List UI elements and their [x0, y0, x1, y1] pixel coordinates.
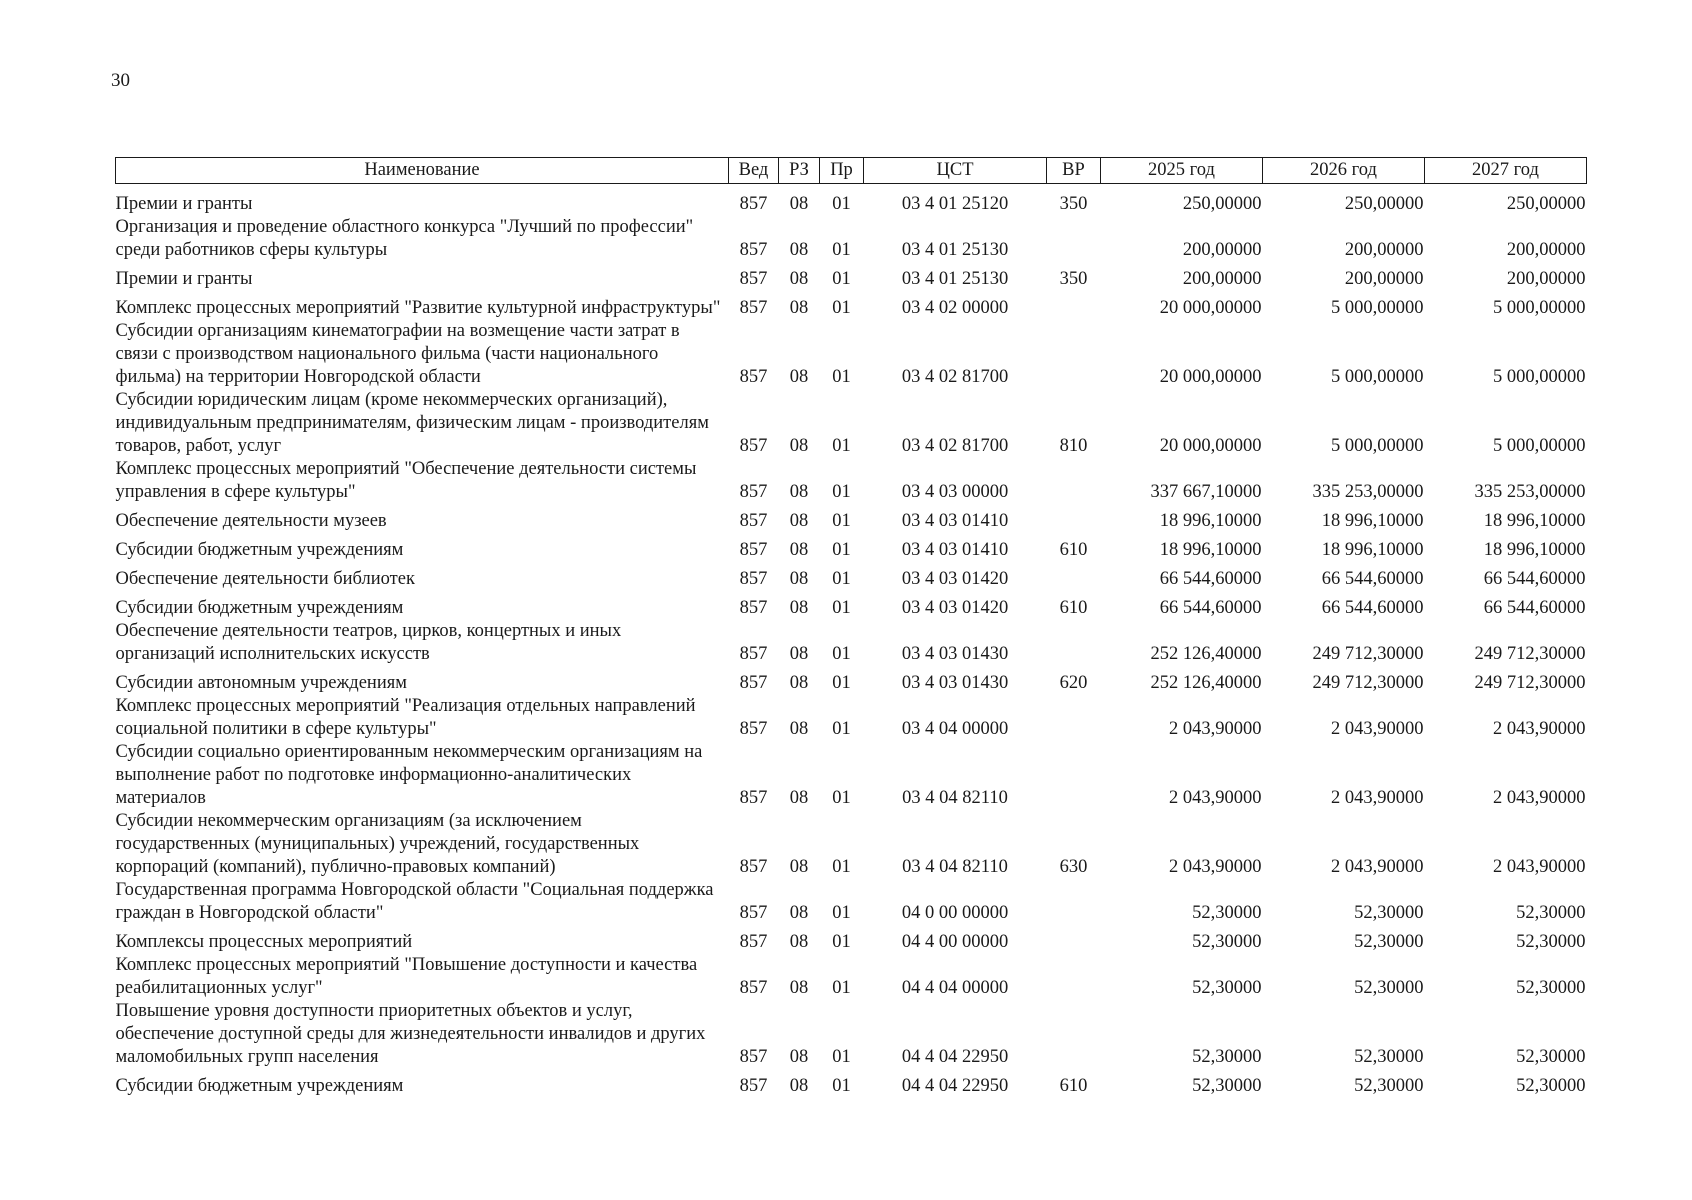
cell-rz: 08 — [789, 1047, 809, 1067]
cell-name: Субсидии организациям кинематографии на возмещение части затрат в связи с производством национального фильма (части национального фильма) на территории Новгородской области — [115, 321, 680, 387]
cell-rz: 08 — [789, 788, 809, 808]
cell-2025: 66 544,60000 — [1159, 598, 1262, 618]
cell-rz: 08 — [789, 367, 809, 387]
table-body — [116, 184, 1587, 1099]
cell-cst: 03 4 04 00000 — [901, 719, 1009, 739]
cell-2027: 52,30000 — [1516, 932, 1586, 952]
cell-2025: 2 043,90000 — [1169, 857, 1262, 877]
cell-cst: 03 4 01 25130 — [901, 240, 1009, 260]
cell-pr: 01 — [832, 932, 851, 952]
cell-ved: 857 — [739, 367, 768, 387]
table-row — [116, 504, 1587, 533]
cell-name: Комплекс процессных мероприятий "Повышение доступности и качества реабилитационных услуг" — [115, 955, 698, 998]
cell-pr: 01 — [832, 903, 851, 923]
cell-rz: 08 — [789, 857, 809, 877]
cell-vr — [1047, 504, 1101, 533]
cell-2025: 200,00000 — [1182, 240, 1262, 260]
cell-pr: 01 — [832, 482, 851, 502]
cell-rz: 08 — [789, 540, 809, 560]
cell-name: Обеспечение деятельности музеев — [115, 511, 387, 531]
cell-vr — [1047, 954, 1101, 1000]
cell-rz: 08 — [789, 269, 809, 289]
cell-ved: 857 — [739, 1076, 768, 1096]
cell-name: Субсидии автономным учреждениям — [115, 673, 407, 693]
cell-ved: 857 — [739, 903, 768, 923]
cell-cst: 03 4 02 00000 — [901, 298, 1009, 318]
cell-pr: 01 — [832, 1076, 851, 1096]
cell-2027: 52,30000 — [1516, 1047, 1586, 1067]
cell-rz: 08 — [789, 511, 809, 531]
cell-cst: 03 4 03 01420 — [901, 598, 1009, 618]
cell-vr — [1047, 216, 1101, 262]
cell-2025: 52,30000 — [1192, 978, 1262, 998]
cell-2026: 52,30000 — [1354, 1047, 1424, 1067]
table-row — [116, 389, 1587, 458]
cell-pr: 01 — [832, 436, 851, 456]
cell-cst: 03 4 04 82110 — [902, 788, 1008, 808]
cell-vr: 350 — [1059, 194, 1088, 214]
cell-name: Премии и гранты — [115, 194, 253, 214]
cell-rz: 08 — [789, 482, 809, 502]
cell-ved: 857 — [739, 1047, 768, 1067]
cell-vr: 350 — [1059, 269, 1088, 289]
cell-2026: 200,00000 — [1344, 240, 1424, 260]
cell-pr: 01 — [832, 857, 851, 877]
cell-2026: 18 996,10000 — [1321, 540, 1424, 560]
cell-2026: 5 000,00000 — [1331, 436, 1424, 456]
cell-cst: 03 4 04 82110 — [902, 857, 1008, 877]
cell-2025: 200,00000 — [1182, 269, 1262, 289]
cell-vr — [1047, 1000, 1101, 1069]
cell-name: Субсидии бюджетным учреждениям — [115, 598, 404, 618]
cell-2026: 2 043,90000 — [1331, 719, 1424, 739]
cell-cst: 03 4 03 00000 — [901, 482, 1009, 502]
cell-name: Комплексы процессных мероприятий — [115, 932, 413, 952]
cell-2026: 2 043,90000 — [1331, 788, 1424, 808]
cell-ved: 857 — [739, 673, 768, 693]
table-row — [116, 1000, 1587, 1069]
cell-rz: 08 — [789, 194, 809, 214]
cell-2025: 252 126,40000 — [1150, 644, 1262, 664]
cell-pr: 01 — [832, 569, 851, 589]
cell-2027: 250,00000 — [1506, 194, 1586, 214]
cell-rz: 08 — [789, 903, 809, 923]
cell-2027: 2 043,90000 — [1493, 719, 1586, 739]
cell-pr: 01 — [832, 298, 851, 318]
header-2027: 2027 год — [1425, 158, 1587, 184]
cell-2026: 250,00000 — [1344, 194, 1424, 214]
cell-name: Обеспечение деятельности театров, цирков, концертных и иных организаций исполнительских искусств — [115, 621, 622, 664]
cell-cst: 04 0 00 00000 — [901, 903, 1009, 923]
cell-name: Обеспечение деятельности библиотек — [115, 569, 415, 589]
cell-pr: 01 — [832, 719, 851, 739]
header-pr: Пр — [820, 158, 864, 184]
cell-cst: 03 4 03 01410 — [901, 540, 1009, 560]
cell-rz: 08 — [789, 436, 809, 456]
cell-rz: 08 — [789, 673, 809, 693]
cell-vr — [1047, 741, 1101, 810]
cell-rz: 08 — [789, 240, 809, 260]
cell-name: Субсидии бюджетным учреждениям — [115, 540, 404, 560]
cell-2025: 18 996,10000 — [1159, 540, 1262, 560]
table-row — [116, 591, 1587, 620]
cell-2025: 2 043,90000 — [1169, 719, 1262, 739]
header-rz: РЗ — [779, 158, 820, 184]
cell-ved: 857 — [739, 644, 768, 664]
table-row — [116, 291, 1587, 320]
table-row — [116, 954, 1587, 1000]
table-row — [116, 620, 1587, 666]
cell-pr: 01 — [832, 673, 851, 693]
cell-pr: 01 — [832, 598, 851, 618]
cell-ved: 857 — [739, 932, 768, 952]
cell-rz: 08 — [789, 569, 809, 589]
cell-2027: 2 043,90000 — [1493, 857, 1586, 877]
cell-pr: 01 — [832, 978, 851, 998]
cell-2027: 5 000,00000 — [1493, 367, 1586, 387]
cell-2027: 18 996,10000 — [1483, 540, 1586, 560]
header-name: Наименование — [116, 158, 729, 184]
cell-2026: 335 253,00000 — [1312, 482, 1424, 502]
cell-2025: 52,30000 — [1192, 903, 1262, 923]
cell-ved: 857 — [739, 240, 768, 260]
cell-2026: 249 712,30000 — [1312, 673, 1424, 693]
cell-name: Повышение уровня доступности приоритетных объектов и услуг, обеспечение доступной среды для жизнедеятельности инвалидов и других маломобильных групп населения — [115, 1001, 706, 1067]
table-row — [116, 533, 1587, 562]
header-2025: 2025 год — [1101, 158, 1263, 184]
cell-rz: 08 — [789, 598, 809, 618]
cell-2026: 249 712,30000 — [1312, 644, 1424, 664]
cell-2026: 66 544,60000 — [1321, 569, 1424, 589]
cell-ved: 857 — [739, 540, 768, 560]
cell-cst: 03 4 01 25120 — [901, 194, 1009, 214]
cell-2027: 200,00000 — [1506, 240, 1586, 260]
cell-rz: 08 — [789, 298, 809, 318]
cell-vr — [1047, 925, 1101, 954]
cell-name: Премии и гранты — [115, 269, 253, 289]
table-row — [116, 262, 1587, 291]
cell-ved: 857 — [739, 269, 768, 289]
cell-2026: 52,30000 — [1354, 932, 1424, 952]
cell-name: Комплекс процессных мероприятий "Обеспечение деятельности системы управления в сфере культуры" — [115, 459, 697, 502]
cell-pr: 01 — [832, 269, 851, 289]
cell-ved: 857 — [739, 436, 768, 456]
table-row — [116, 741, 1587, 810]
cell-2027: 66 544,60000 — [1483, 569, 1586, 589]
header-vr: ВР — [1047, 158, 1101, 184]
cell-pr: 01 — [832, 367, 851, 387]
cell-2026: 52,30000 — [1354, 978, 1424, 998]
cell-2026: 18 996,10000 — [1321, 511, 1424, 531]
cell-vr — [1047, 291, 1101, 320]
cell-2026: 66 544,60000 — [1321, 598, 1424, 618]
cell-2025: 52,30000 — [1192, 1076, 1262, 1096]
cell-ved: 857 — [739, 598, 768, 618]
cell-cst: 03 4 02 81700 — [901, 367, 1009, 387]
cell-ved: 857 — [739, 978, 768, 998]
cell-pr: 01 — [832, 644, 851, 664]
cell-rz: 08 — [789, 644, 809, 664]
table-row — [116, 1069, 1587, 1098]
cell-vr: 610 — [1059, 1076, 1088, 1096]
table-row — [116, 810, 1587, 879]
cell-ved: 857 — [739, 788, 768, 808]
cell-2027: 5 000,00000 — [1493, 298, 1586, 318]
cell-vr — [1047, 695, 1101, 741]
cell-ved: 857 — [739, 511, 768, 531]
cell-cst: 03 4 03 01430 — [901, 673, 1009, 693]
cell-name: Субсидии некоммерческим организациям (за исключением государственных (муниципальных) учреждений, государственных корпораций (компаний), публично-правовых компаний) — [115, 811, 640, 877]
cell-name: Субсидии юридическим лицам (кроме некоммерческих организаций), индивидуальным предпринимателям, физическим лицам - производителям товаров, работ, услуг — [115, 390, 709, 456]
cell-2027: 335 253,00000 — [1474, 482, 1586, 502]
cell-name: Комплекс процессных мероприятий "Развитие культурной инфраструктуры" — [115, 298, 721, 318]
cell-rz: 08 — [789, 1076, 809, 1096]
header-ved: Вед — [729, 158, 779, 184]
cell-pr: 01 — [832, 1047, 851, 1067]
table-header — [116, 158, 1587, 184]
table-row — [116, 695, 1587, 741]
cell-2026: 5 000,00000 — [1331, 367, 1424, 387]
cell-rz: 08 — [789, 932, 809, 952]
cell-rz: 08 — [789, 978, 809, 998]
cell-2026: 200,00000 — [1344, 269, 1424, 289]
cell-2025: 52,30000 — [1192, 1047, 1262, 1067]
cell-2027: 249 712,30000 — [1474, 673, 1586, 693]
table-row — [116, 925, 1587, 954]
cell-vr — [1047, 879, 1101, 925]
cell-vr: 810 — [1059, 436, 1088, 456]
cell-cst: 03 4 03 01420 — [901, 569, 1009, 589]
table-row — [116, 184, 1587, 217]
cell-name: Организация и проведение областного конкурса "Лучший по профессии" среди работников сферы культуры — [115, 217, 694, 260]
cell-2025: 252 126,40000 — [1150, 673, 1262, 693]
page-number: 30 — [111, 70, 130, 91]
cell-vr: 620 — [1059, 673, 1088, 693]
cell-2027: 200,00000 — [1506, 269, 1586, 289]
cell-pr: 01 — [832, 194, 851, 214]
cell-name: Комплекс процессных мероприятий "Реализация отдельных направлений социальной политики в сфере культуры" — [115, 696, 696, 739]
cell-2027: 18 996,10000 — [1483, 511, 1586, 531]
cell-2025: 66 544,60000 — [1159, 569, 1262, 589]
cell-ved: 857 — [739, 857, 768, 877]
cell-2027: 249 712,30000 — [1474, 644, 1586, 664]
cell-2025: 250,00000 — [1182, 194, 1262, 214]
cell-cst: 03 4 03 01430 — [901, 644, 1009, 664]
cell-2027: 5 000,00000 — [1493, 436, 1586, 456]
cell-cst: 04 4 04 22950 — [901, 1047, 1009, 1067]
budget-table — [115, 157, 1587, 1098]
cell-ved: 857 — [739, 569, 768, 589]
cell-vr: 610 — [1059, 598, 1088, 618]
cell-vr — [1047, 320, 1101, 389]
table-row — [116, 216, 1587, 262]
cell-2027: 52,30000 — [1516, 903, 1586, 923]
cell-name: Государственная программа Новгородской области "Социальная поддержка граждан в Новгородской области" — [115, 880, 714, 923]
cell-ved: 857 — [739, 298, 768, 318]
cell-pr: 01 — [832, 240, 851, 260]
header-2026: 2026 год — [1263, 158, 1425, 184]
cell-vr — [1047, 562, 1101, 591]
cell-vr: 630 — [1059, 857, 1088, 877]
cell-cst: 03 4 02 81700 — [901, 436, 1009, 456]
cell-cst: 04 4 04 00000 — [901, 978, 1009, 998]
table-row — [116, 458, 1587, 504]
cell-name: Субсидии социально ориентированным некоммерческим организациям на выполнение работ по подготовке информационно-аналитических материалов — [115, 742, 703, 808]
cell-2025: 2 043,90000 — [1169, 788, 1262, 808]
cell-2025: 18 996,10000 — [1159, 511, 1262, 531]
cell-cst: 04 4 04 22950 — [901, 1076, 1009, 1096]
cell-cst: 03 4 01 25130 — [901, 269, 1009, 289]
cell-ved: 857 — [739, 719, 768, 739]
cell-2025: 52,30000 — [1192, 932, 1262, 952]
cell-2025: 20 000,00000 — [1159, 436, 1262, 456]
cell-2027: 2 043,90000 — [1493, 788, 1586, 808]
cell-2026: 2 043,90000 — [1331, 857, 1424, 877]
cell-2027: 52,30000 — [1516, 1076, 1586, 1096]
table-row — [116, 879, 1587, 925]
cell-pr: 01 — [832, 788, 851, 808]
cell-cst: 03 4 03 01410 — [901, 511, 1009, 531]
cell-pr: 01 — [832, 540, 851, 560]
cell-vr — [1047, 620, 1101, 666]
cell-cst: 04 4 00 00000 — [901, 932, 1009, 952]
table-row — [116, 666, 1587, 695]
cell-2025: 337 667,10000 — [1150, 482, 1262, 502]
cell-rz: 08 — [789, 719, 809, 739]
table-row — [116, 562, 1587, 591]
cell-ved: 857 — [739, 482, 768, 502]
cell-2025: 20 000,00000 — [1159, 367, 1262, 387]
cell-name: Субсидии бюджетным учреждениям — [115, 1076, 404, 1096]
cell-vr — [1047, 458, 1101, 504]
cell-2027: 66 544,60000 — [1483, 598, 1586, 618]
cell-2026: 5 000,00000 — [1331, 298, 1424, 318]
cell-2026: 52,30000 — [1354, 1076, 1424, 1096]
table-row — [116, 320, 1587, 389]
header-cst: ЦСТ — [864, 158, 1047, 184]
cell-vr: 610 — [1059, 540, 1088, 560]
cell-2026: 52,30000 — [1354, 903, 1424, 923]
cell-2027: 52,30000 — [1516, 978, 1586, 998]
cell-2025: 20 000,00000 — [1159, 298, 1262, 318]
cell-ved: 857 — [739, 194, 768, 214]
cell-pr: 01 — [832, 511, 851, 531]
